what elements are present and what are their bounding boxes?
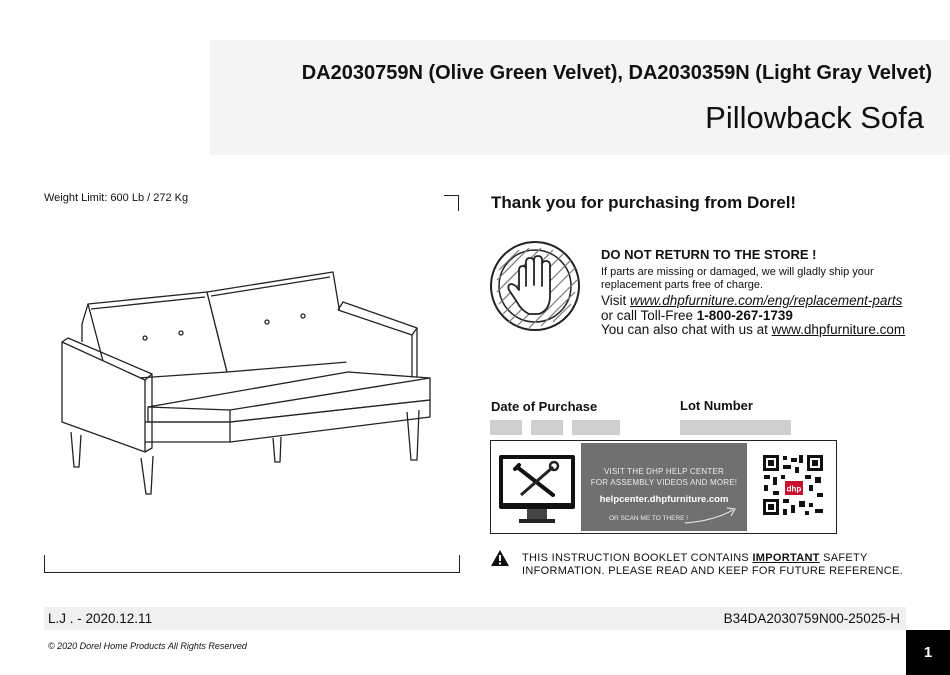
product-title: Pillowback Sofa <box>705 100 924 135</box>
visit-prefix: Visit <box>601 293 631 308</box>
lot-number-label: Lot Number <box>680 398 753 413</box>
warning-icon <box>490 549 510 567</box>
page-number: 1 <box>906 630 950 675</box>
date-of-purchase-label: Date of Purchase <box>491 399 598 414</box>
date-field-month[interactable] <box>490 420 522 435</box>
parts-note: If parts are missing or damaged, we will gladly ship your replacement parts free of charge. <box>601 266 874 291</box>
header-band <box>210 40 950 155</box>
safety-important: IMPORTANT <box>752 552 820 564</box>
call-prefix: or call Toll-Free <box>601 307 697 323</box>
thank-you-heading: Thank you for purchasing from Dorel! <box>491 193 797 212</box>
stop-hand-icon <box>489 240 581 332</box>
weight-limit: Weight Limit: 600 Lb / 272 Kg <box>44 192 189 204</box>
help-line-1: VISIT THE DHP HELP CENTER <box>604 467 724 476</box>
scan-me-text: OR SCAN ME TO THERE ! <box>609 515 689 522</box>
contact-info <box>601 294 905 338</box>
date-field-day[interactable] <box>531 420 563 435</box>
safety-line-2: INFORMATION. PLEASE READ AND KEEP FOR FUTURE REFERENCE. <box>522 565 903 577</box>
monitor-tools-icon <box>497 453 577 529</box>
help-center-panel <box>490 440 837 534</box>
copyright: © 2020 Dorel Home Products All Rights Reserved <box>48 641 247 651</box>
help-center-text-panel <box>581 443 747 531</box>
phone-number: 1-800-267-1739 <box>696 307 793 323</box>
safety-prefix: THIS INSTRUCTION BOOKLET CONTAINS <box>522 552 753 564</box>
date-field-year[interactable] <box>572 420 620 435</box>
corner-mark <box>444 195 459 211</box>
document-date: L.J . - 2020.12.11 <box>48 611 153 626</box>
lot-number-field[interactable] <box>680 420 791 435</box>
model-numbers: DA2030759N (Olive Green Velvet), DA2030359N (Light Gray Velvet) <box>301 62 932 84</box>
chat-prefix: You can also chat with us at <box>601 322 772 337</box>
safety-notice <box>522 552 903 578</box>
help-center-url[interactable]: helpcenter.dhpfurniture.com <box>599 494 729 505</box>
sofa-illustration <box>55 262 435 502</box>
illustration-frame <box>44 555 460 573</box>
help-line-2: FOR ASSEMBLY VIDEOS AND MORE! <box>590 478 738 487</box>
safety-suffix: SAFETY <box>819 552 868 564</box>
replacement-parts-link[interactable]: www.dhpfurniture.com/eng/replacement-parts <box>630 293 903 308</box>
qr-code-icon[interactable] <box>761 453 825 517</box>
document-code: B34DA2030759N00-25025-H <box>723 611 900 626</box>
qr-badge: dhp <box>786 484 802 494</box>
arrow-icon <box>683 505 739 527</box>
chat-link[interactable]: www.dhpfurniture.com <box>771 322 906 337</box>
do-not-return-heading: DO NOT RETURN TO THE STORE ! <box>601 247 817 262</box>
